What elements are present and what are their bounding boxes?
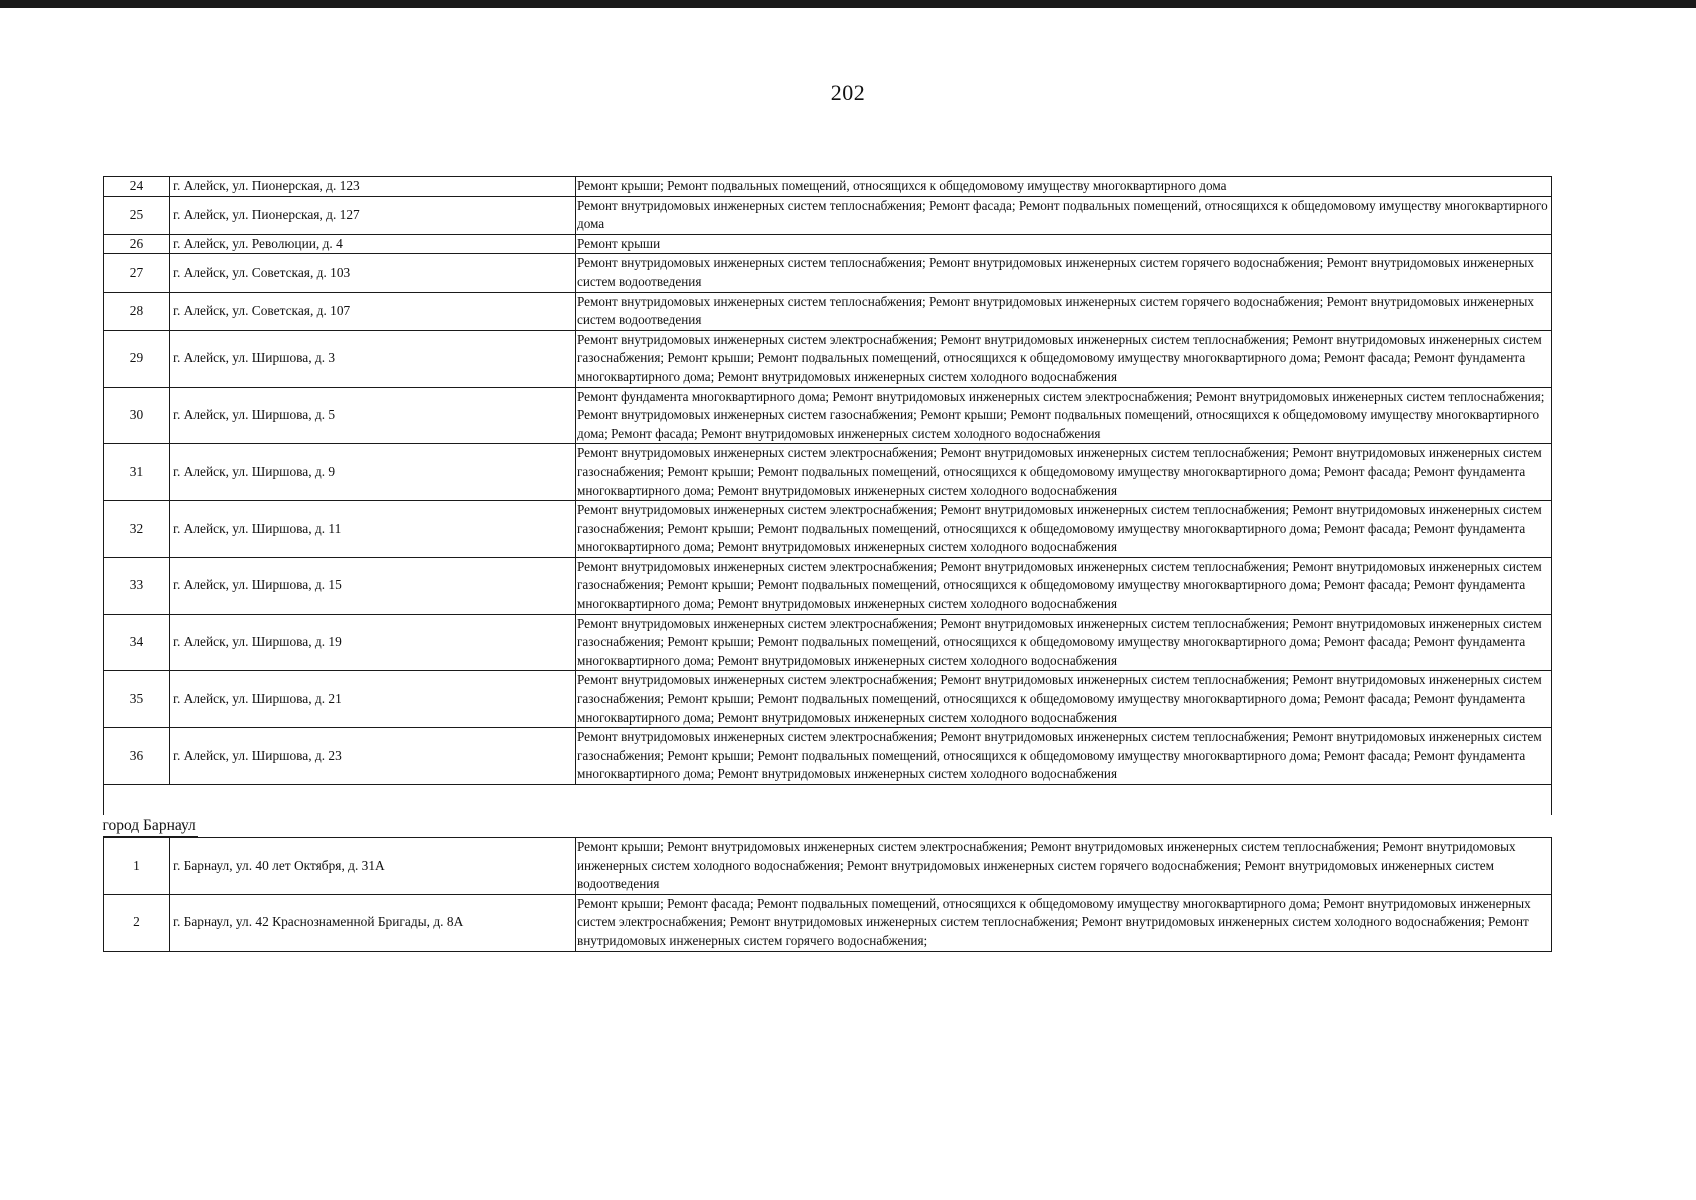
- row-number: 33: [104, 557, 170, 614]
- row-address: г. Алейск, ул. Ширшова, д. 11: [170, 501, 576, 558]
- table-row: [104, 254, 1552, 292]
- row-works: Ремонт крыши; Ремонт подвальных помещений, относящихся к общедомовому имуществу многоквартирного дома: [576, 177, 1552, 197]
- row-works: Ремонт внутридомовых инженерных систем электроснабжения; Ремонт внутридомовых инженерных систем теплоснабжения; Ремонт внутридомовых инженерных систем газоснабжения; Ремонт крыши; Ремонт подвальных помещений, относящихся к общедомовому имуществу многоквартирного дома; Ремонт фасада; Ремонт фундамента многоквартирного дома; Ремонт внутридомовых инженерных систем холодного водоснабжения: [576, 671, 1552, 728]
- row-number: 2: [104, 894, 170, 951]
- row-address: г. Алейск, ул. Ширшова, д. 5: [170, 387, 576, 444]
- row-number: 35: [104, 671, 170, 728]
- repair-program-table: [103, 176, 1552, 952]
- table-row: [104, 671, 1552, 728]
- row-address: г. Алейск, ул. Ширшова, д. 15: [170, 557, 576, 614]
- row-address: г. Алейск, ул. Революции, д. 4: [170, 234, 576, 254]
- row-address: г. Алейск, ул. Ширшова, д. 21: [170, 671, 576, 728]
- row-works: Ремонт крыши; Ремонт фасада; Ремонт подвальных помещений, относящихся к общедомовому имуществу многоквартирного дома; Ремонт внутридомовых инженерных систем электроснабжения; Ремонт внутридомовых инженерных систем теплоснабжения; Ремонт внутридомовых инженерных систем холодного водоснабжения; Ремонт внутридомовых инженерных систем горячего водоснабжения;: [576, 894, 1552, 951]
- page-number: 202: [830, 80, 866, 105]
- section-title-barnaul: город Барнаул: [103, 817, 198, 837]
- table-section-barnaul: [104, 838, 1552, 952]
- table-section-aleisk: [104, 177, 1552, 785]
- table-row: [104, 501, 1552, 558]
- row-address: г. Барнаул, ул. 42 Краснознаменной Бригады, д. 8А: [170, 894, 576, 951]
- scan-edge-bar: [0, 0, 1696, 8]
- row-number: 34: [104, 614, 170, 671]
- row-address: г. Алейск, ул. Ширшова, д. 3: [170, 330, 576, 387]
- row-works: Ремонт внутридомовых инженерных систем электроснабжения; Ремонт внутридомовых инженерных систем теплоснабжения; Ремонт внутридомовых инженерных систем газоснабжения; Ремонт крыши; Ремонт подвальных помещений, относящихся к общедомовому имуществу многоквартирного дома; Ремонт фасада; Ремонт фундамента многоквартирного дома; Ремонт внутридомовых инженерных систем холодного водоснабжения: [576, 444, 1552, 501]
- row-works: Ремонт внутридомовых инженерных систем теплоснабжения; Ремонт внутридомовых инженерных систем горячего водоснабжения; Ремонт внутридомовых инженерных систем водоотведения: [576, 292, 1552, 330]
- row-number: 28: [104, 292, 170, 330]
- row-number: 24: [104, 177, 170, 197]
- row-number: 27: [104, 254, 170, 292]
- table-row: [104, 387, 1552, 444]
- row-number: 32: [104, 501, 170, 558]
- row-works: Ремонт крыши; Ремонт внутридомовых инженерных систем электроснабжения; Ремонт внутридомовых инженерных систем теплоснабжения; Ремонт внутридомовых инженерных систем холодного водоснабжения; Ремонт внутридомовых инженерных систем горячего водоснабжения; Ремонт внутридомовых инженерных систем водоотведения: [576, 838, 1552, 895]
- table-row: [104, 330, 1552, 387]
- row-works: Ремонт внутридомовых инженерных систем электроснабжения; Ремонт внутридомовых инженерных систем теплоснабжения; Ремонт внутридомовых инженерных систем газоснабжения; Ремонт крыши; Ремонт подвальных помещений, относящихся к общедомовому имуществу многоквартирного дома; Ремонт фасада; Ремонт фундамента многоквартирного дома; Ремонт внутридомовых инженерных систем холодного водоснабжения: [576, 614, 1552, 671]
- row-address: г. Алейск, ул. Советская, д. 107: [170, 292, 576, 330]
- row-works: Ремонт внутридомовых инженерных систем электроснабжения; Ремонт внутридомовых инженерных систем теплоснабжения; Ремонт внутридомовых инженерных систем газоснабжения; Ремонт крыши; Ремонт подвальных помещений, относящихся к общедомовому имуществу многоквартирного дома; Ремонт фасада; Ремонт фундамента многоквартирного дома; Ремонт внутридомовых инженерных систем холодного водоснабжения: [576, 330, 1552, 387]
- row-number: 31: [104, 444, 170, 501]
- table-row: [104, 234, 1552, 254]
- row-number: 26: [104, 234, 170, 254]
- row-works: Ремонт внутридомовых инженерных систем электроснабжения; Ремонт внутридомовых инженерных систем теплоснабжения; Ремонт внутридомовых инженерных систем газоснабжения; Ремонт крыши; Ремонт подвальных помещений, относящихся к общедомовому имуществу многоквартирного дома; Ремонт фасада; Ремонт фундамента многоквартирного дома; Ремонт внутридомовых инженерных систем холодного водоснабжения: [576, 728, 1552, 785]
- table-section-divider: [104, 785, 1552, 838]
- row-address: г. Алейск, ул. Пионерская, д. 127: [170, 196, 576, 234]
- table-row: [104, 292, 1552, 330]
- table-row: [104, 177, 1552, 197]
- row-address: г. Барнаул, ул. 40 лет Октября, д. 31А: [170, 838, 576, 895]
- row-works: Ремонт внутридомовых инженерных систем электроснабжения; Ремонт внутридомовых инженерных систем теплоснабжения; Ремонт внутридомовых инженерных систем газоснабжения; Ремонт крыши; Ремонт подвальных помещений, относящихся к общедомовому имуществу многоквартирного дома; Ремонт фасада; Ремонт фундамента многоквартирного дома; Ремонт внутридомовых инженерных систем холодного водоснабжения: [576, 557, 1552, 614]
- table-row: [104, 557, 1552, 614]
- table-row: [104, 894, 1552, 951]
- row-address: г. Алейск, ул. Ширшова, д. 9: [170, 444, 576, 501]
- row-address: г. Алейск, ул. Ширшова, д. 23: [170, 728, 576, 785]
- row-address: г. Алейск, ул. Ширшова, д. 19: [170, 614, 576, 671]
- table-row: [104, 444, 1552, 501]
- row-number: 1: [104, 838, 170, 895]
- row-address: г. Алейск, ул. Пионерская, д. 123: [170, 177, 576, 197]
- table-row: [104, 728, 1552, 785]
- row-number: 30: [104, 387, 170, 444]
- section-header-cell: [104, 815, 1552, 838]
- row-works: Ремонт фундамента многоквартирного дома; Ремонт внутридомовых инженерных систем электроснабжения; Ремонт внутридомовых инженерных систем теплоснабжения; Ремонт внутридомовых инженерных систем газоснабжения; Ремонт крыши; Ремонт подвальных помещений, относящихся к общедомовому имуществу многоквартирного дома; Ремонт фасада; Ремонт внутридомовых инженерных систем холодного водоснабжения: [576, 387, 1552, 444]
- row-number: 36: [104, 728, 170, 785]
- table-row: [104, 196, 1552, 234]
- row-works: Ремонт внутридомовых инженерных систем теплоснабжения; Ремонт внутридомовых инженерных систем горячего водоснабжения; Ремонт внутридомовых инженерных систем водоотведения: [576, 254, 1552, 292]
- row-works: Ремонт внутридомовых инженерных систем теплоснабжения; Ремонт фасада; Ремонт подвальных помещений, относящихся к общедомовому имуществу многоквартирного дома: [576, 196, 1552, 234]
- table-row: [104, 838, 1552, 895]
- section-header-row: [104, 815, 1552, 838]
- row-address: г. Алейск, ул. Советская, д. 103: [170, 254, 576, 292]
- row-works: Ремонт крыши: [576, 234, 1552, 254]
- table-row: [104, 614, 1552, 671]
- row-number: 29: [104, 330, 170, 387]
- spacer-cell: [104, 785, 1552, 816]
- row-works: Ремонт внутридомовых инженерных систем электроснабжения; Ремонт внутридомовых инженерных систем теплоснабжения; Ремонт внутридомовых инженерных систем газоснабжения; Ремонт крыши; Ремонт подвальных помещений, относящихся к общедомовому имуществу многоквартирного дома; Ремонт фасада; Ремонт фундамента многоквартирного дома; Ремонт внутридомовых инженерных систем холодного водоснабжения: [576, 501, 1552, 558]
- row-number: 25: [104, 196, 170, 234]
- spacer-row: [104, 785, 1552, 816]
